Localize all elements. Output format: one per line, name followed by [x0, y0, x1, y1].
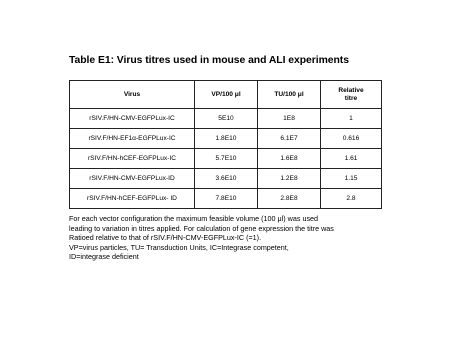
header-vp: VP/100 μl: [195, 81, 258, 109]
cell-virus: rSIV.F/HN-EF1α-EGFPLux-IC: [70, 129, 195, 149]
footnote-line: ID=integrase deficient: [69, 252, 139, 262]
header-relative-line2: titre: [344, 94, 358, 102]
header-relative-line1: Relative: [338, 86, 364, 94]
cell-relative-titre: 1.15: [321, 169, 382, 189]
footnote-line: leading to variation in titres applied. For calculation of gene expression the titre was: [69, 223, 334, 233]
cell-relative-titre: 0.616: [321, 129, 382, 149]
cell-vp: 5E10: [195, 109, 258, 129]
table-row: [70, 109, 382, 129]
cell-tu: 1.6E8: [258, 149, 321, 169]
cell-tu: 1E8: [258, 109, 321, 129]
footnote-line: For each vector configuration the maximum feasible volume (100 μl) was used: [69, 214, 319, 223]
table-header-row: [70, 81, 382, 109]
cell-relative-titre: 1.61: [321, 149, 382, 169]
cell-vp: 3.6E10: [195, 169, 258, 189]
footnote-line: Ratioed relative to that of rSIV.F/HN-CMV-EGFPLux-IC (=1).: [69, 233, 262, 243]
cell-relative-titre: 2.8: [321, 189, 382, 209]
header-virus: Virus: [70, 81, 195, 109]
table-title: Table E1: Virus titres used in mouse and ALI experiments: [69, 55, 349, 66]
footnote-line: VP=virus particles, TU= Transduction Units, IC=Integrase competent,: [69, 242, 289, 252]
virus-titre-table: [69, 80, 382, 209]
cell-vp: 1.8E10: [195, 129, 258, 149]
table-row: [70, 149, 382, 169]
cell-virus: rSIV.F/HN-hCEF-EGFPLux- ID: [70, 189, 195, 209]
cell-virus: rSIV.F/HN-CMV-EGFPLux-IC: [70, 109, 195, 129]
cell-virus: rSIV.F/HN-CMV-EGFPLux-ID: [70, 169, 195, 189]
table-row: [70, 169, 382, 189]
cell-tu: 1.2E8: [258, 169, 321, 189]
cell-vp: 7.8E10: [195, 189, 258, 209]
cell-virus: rSIV.F/HN-hCEF-EGFPLux-IC: [70, 149, 195, 169]
table-row: [70, 129, 382, 149]
table-footnote: [69, 214, 389, 262]
cell-relative-titre: 1: [321, 109, 382, 129]
header-relative-titre: [321, 81, 382, 109]
table-row: [70, 189, 382, 209]
cell-tu: 2.8E8: [258, 189, 321, 209]
header-tu: TU/100 μl: [258, 81, 321, 109]
cell-vp: 5.7E10: [195, 149, 258, 169]
cell-tu: 6.1E7: [258, 129, 321, 149]
